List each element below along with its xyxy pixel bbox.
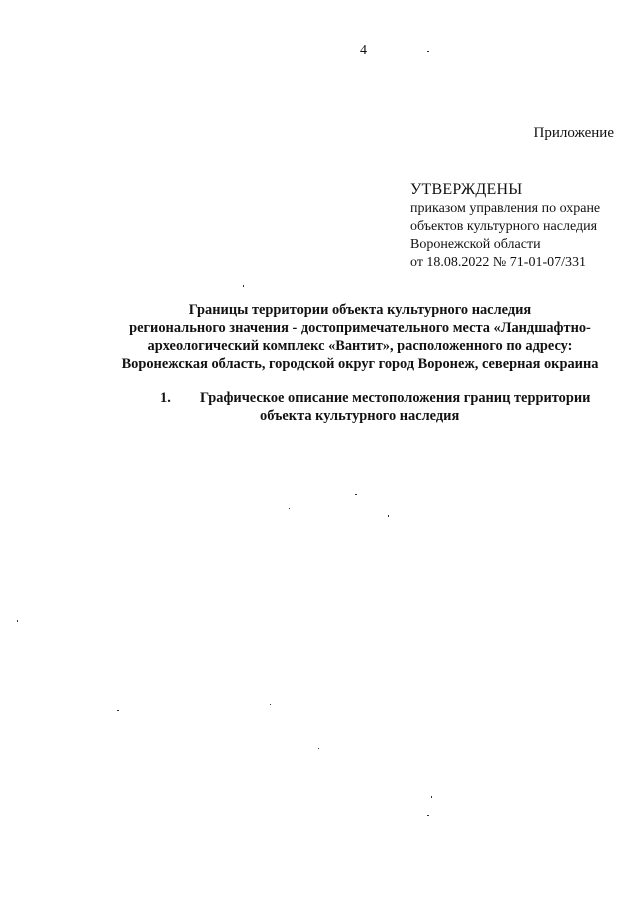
approval-block <box>410 180 600 272</box>
scan-speck <box>117 710 119 711</box>
scan-speck <box>431 796 432 798</box>
scan-speck <box>17 620 18 622</box>
approval-line-2: объектов культурного наследия <box>410 219 598 234</box>
approval-line-1: приказом управления по охране <box>410 201 601 216</box>
title-line-1: Границы территории объекта культурного наследия <box>188 302 532 318</box>
scan-speck <box>427 815 429 816</box>
scan-speck <box>388 515 389 517</box>
document-title <box>100 301 620 373</box>
title-line-2: регионального значения - достопримечательного места «Ландшафтно- <box>129 320 591 336</box>
page-number: 4 <box>360 43 367 58</box>
section-number: 1. <box>160 390 171 406</box>
appendix-label: Приложение <box>533 125 614 141</box>
approval-title: УТВЕРЖДЕНЫ <box>410 181 523 198</box>
section-heading-line-2: объекта культурного наследия <box>260 408 460 424</box>
approval-line-3: Воронежской области <box>410 237 541 252</box>
title-line-4: Воронежская область, городской округ город Воронеж, северная окраина <box>121 356 599 372</box>
approval-line-4: от 18.08.2022 № 71-01-07/331 <box>410 255 587 270</box>
title-line-3: археологический комплекс «Вантит», расположенного по адресу: <box>147 338 573 354</box>
section-heading-line-1: Графическое описание местоположения границ территории <box>200 390 591 406</box>
scan-speck <box>427 51 429 52</box>
scan-speck <box>318 748 319 749</box>
scan-speck <box>243 285 244 287</box>
scan-speck <box>355 494 357 495</box>
scan-speck <box>270 704 271 705</box>
scan-speck <box>289 508 290 509</box>
